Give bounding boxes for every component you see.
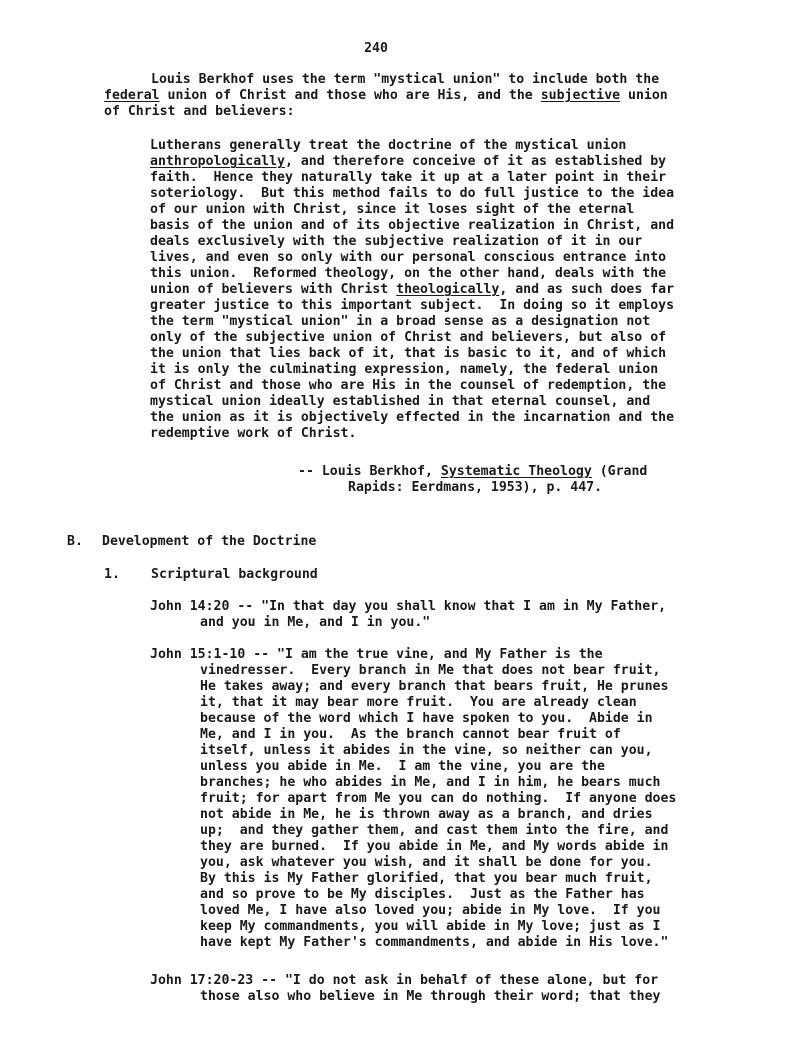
citation (298, 464, 698, 496)
verse-line: those also who believe in Me through their word; that they (200, 989, 661, 1004)
section-heading (67, 534, 316, 550)
block-quote (150, 138, 710, 442)
page-number: 240 (364, 41, 388, 56)
quote-text: , and therefore conceive of it as established by (284, 154, 667, 169)
section-letter: B. (67, 534, 83, 549)
quote-line: the union that lies back of it, that is basic to it, and of which (150, 346, 667, 361)
verse-line: up; and they gather them, and cast them into the fire, and (200, 823, 669, 838)
quote-line: soteriology. But this method fails to do full justice to the idea (150, 186, 675, 201)
subsection-title: Scriptural background (151, 567, 318, 582)
verse-line: it, that it may bear more fruit. You are already clean (200, 695, 637, 710)
quote-line: basis of the union and of its objective realization in Christ, and (150, 218, 675, 233)
quote-line: it is only the culminating expression, namely, the federal union (150, 362, 659, 377)
quote-line: the term "mystical union" in a broad sense as a designation not (150, 314, 651, 329)
quote-line (150, 154, 710, 170)
verse-john-14 (150, 599, 710, 631)
verse-line: they are burned. If you abide in Me, and My words abide in (200, 839, 669, 854)
verse-line: branches; he who abides in Me, and I in him, he bears much (200, 775, 661, 790)
book-title: Systematic Theology (440, 464, 592, 479)
quote-line: greater justice to this important subject. In doing so it employs (150, 298, 675, 313)
verse-line: John 15:1-10 -- "I am the true vine, and My Father is the (150, 647, 603, 662)
quote-line: mystical union ideally established in that eternal counsel, and (150, 394, 651, 409)
verse-line: have kept My Father's commandments, and abide in His love." (200, 935, 669, 950)
intro-line (104, 88, 704, 104)
verse-line: John 14:20 -- "In that day you shall know that I am in My Father, (150, 599, 667, 614)
verse-line: because of the word which I have spoken to you. Abide in (200, 711, 653, 726)
quote-text: , and as such does far (499, 282, 675, 297)
quote-line: the union as it is objectively effected in the incarnation and the (150, 410, 675, 425)
underlined-term: federal (104, 88, 160, 103)
quote-line: of Christ and those who are His in the counsel of redemption, the (150, 378, 667, 393)
quote-line: lives, and even so only with our personal conscious entrance into (150, 250, 667, 265)
verse-line: vinedresser. Every branch in Me that does not bear fruit, (200, 663, 661, 678)
subsection-heading (104, 567, 318, 583)
underlined-term: anthropologically (150, 154, 285, 169)
verse-line: you, ask whatever you wish, and it shall be done for you. (200, 855, 653, 870)
citation-line: Rapids: Eerdmans, 1953), p. 447. (348, 480, 603, 495)
verse-john-15 (150, 647, 710, 951)
intro-line: Louis Berkhof uses the term "mystical union" to include both the (151, 72, 660, 87)
intro-paragraph (104, 72, 704, 120)
quote-line: this union. Reformed theology, on the other hand, deals with the (150, 266, 667, 281)
citation-line (298, 464, 698, 480)
quote-line: of our union with Christ, since it loses sight of the eternal (150, 202, 635, 217)
verse-line: loved Me, I have also loved you; abide in My love. If you (200, 903, 661, 918)
subsection-number: 1. (104, 567, 120, 582)
underlined-term: theologically (396, 282, 500, 297)
verse-line: fruit; for apart from Me you can do nothing. If anyone does (200, 791, 677, 806)
intro-text: union (620, 88, 668, 103)
citation-text: -- Louis Berkhof, (298, 464, 441, 479)
verse-line: itself, unless it abides in the vine, so neither can you, (200, 743, 653, 758)
intro-text: union of Christ and those who are His, and the (159, 88, 541, 103)
underlined-term: subjective (540, 88, 621, 103)
verse-line: Me, and I in you. As the branch cannot bear fruit of (200, 727, 621, 742)
quote-line: faith. Hence they naturally take it up at a later point in their (150, 170, 667, 185)
verse-line: keep My commandments, you will abide in My love; just as I (200, 919, 661, 934)
quote-line: Lutherans generally treat the doctrine of the mystical union (150, 138, 627, 153)
quote-line: only of the subjective union of Christ and believers, but also of (150, 330, 667, 345)
quote-line: deals exclusively with the subjective realization of it in our (150, 234, 643, 249)
quote-line: redemptive work of Christ. (150, 426, 357, 441)
section-title: Development of the Doctrine (102, 534, 317, 549)
intro-line: of Christ and believers: (104, 104, 295, 119)
verse-line: not abide in Me, he is thrown away as a branch, and dries (200, 807, 653, 822)
verse-john-17 (150, 973, 710, 1005)
verse-line: and so prove to be My disciples. Just as the Father has (200, 887, 645, 902)
verse-line: By this is My Father glorified, that you bear much fruit, (200, 871, 653, 886)
quote-line (150, 282, 710, 298)
citation-text: (Grand (591, 464, 648, 479)
verse-line: unless you abide in Me. I am the vine, you are the (200, 759, 605, 774)
verse-line: and you in Me, and I in you." (200, 615, 431, 630)
quote-text: union of believers with Christ (150, 282, 397, 297)
verse-line: John 17:20-23 -- "I do not ask in behalf of these alone, but for (150, 973, 659, 988)
verse-line: He takes away; and every branch that bears fruit, He prunes (200, 679, 669, 694)
